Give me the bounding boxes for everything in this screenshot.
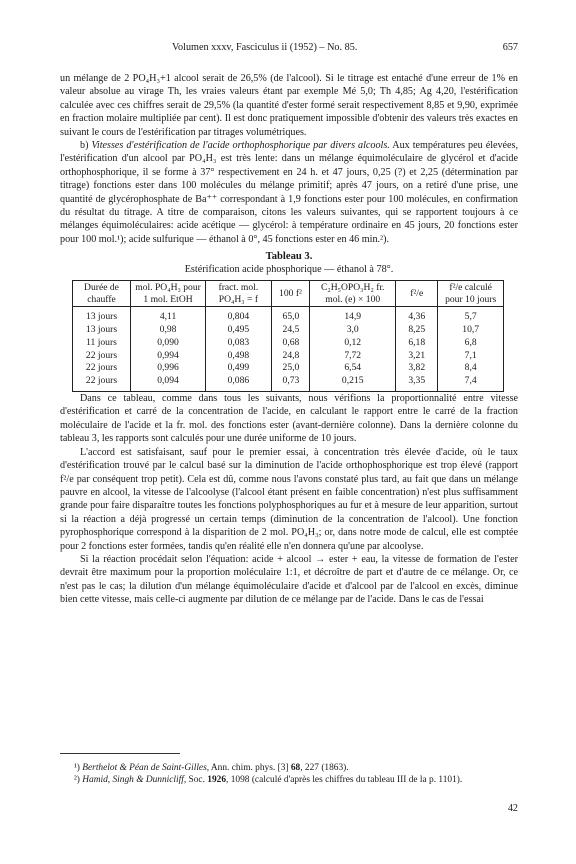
cell-mol-acid: 0,090 xyxy=(130,337,205,350)
cell-f2e-10days: 10,7 xyxy=(438,324,504,337)
col-header-f2e-10days: f²/e calculé pour 10 jours xyxy=(438,281,504,307)
cell-fract-mol: 0,495 xyxy=(206,324,272,337)
cell-ester: 7,72 xyxy=(310,350,396,363)
page-number: 657 xyxy=(502,42,518,53)
cell-f2e: 6,18 xyxy=(396,337,438,350)
footnote-citation: Soc. xyxy=(186,775,208,786)
cell-f2e: 3,21 xyxy=(396,350,438,363)
cell-100f2: 24,5 xyxy=(271,324,310,337)
footnote-authors: Hamid, Singh & Dunnicliff, xyxy=(82,775,187,786)
table-title: Tableau 3. xyxy=(265,251,313,263)
cell-mol-acid: 4,11 xyxy=(130,307,205,324)
table-subtitle: Estérification acide phosphorique — éthanol à 78°. xyxy=(184,264,394,276)
article-body xyxy=(60,72,518,607)
paragraph-2 xyxy=(60,139,518,246)
table-row xyxy=(73,307,504,324)
footnotes xyxy=(60,762,518,787)
footnote-year: 1926 xyxy=(207,775,227,786)
cell-100f2: 24,8 xyxy=(271,350,310,363)
cell-f2e-10days: 6,8 xyxy=(438,337,504,350)
cell-duration: 11 jours xyxy=(73,337,131,350)
cell-100f2: 0,68 xyxy=(271,337,310,350)
cell-mol-acid: 0,994 xyxy=(130,350,205,363)
cell-100f2: 0,73 xyxy=(271,375,310,391)
cell-f2e-10days: 7,1 xyxy=(438,350,504,363)
cell-fract-mol: 0,086 xyxy=(206,375,272,391)
cell-ester: 14,9 xyxy=(310,307,396,324)
table-header-row xyxy=(73,281,504,307)
paragraph-4: L'accord est satisfaisant, sauf pour le premier essai, à concentration très élevée d'acide, où le taux d'estérification trouvé par le calcul basé sur la diminution de l'acide orthophosphorique est trop élevé (rapport f²/e par conséquent trop petit). Cela est dû, comme nous l'avons constaté plus tard, au fait que dans un mélange pauvre en alcool, la vitesse de l'alcoolyse (l'alcool étant présent en faible concentration) n'est plus suffisamment grande pour faire disparaître toutes les fonctions polyphosphoriques au fur et à mesure de leur apparition, surtout si la réaction a déjà progressé un certain temps (diminution de la concentration de l'alcool). Une fonction pyrophosphorique correspond à la disparition de 2 mol. PO₄H₃; or, dans notre mode de calcul, elle est comptée pour 2 fonctions ester formées, tandis qu'en réalité elle n'en donnera qu'une par alcoolyse. xyxy=(60,446,518,552)
col-header-100f2: 100 f² xyxy=(271,281,310,307)
cell-f2e-10days: 5,7 xyxy=(438,307,504,324)
cell-f2e: 4,36 xyxy=(396,307,438,324)
table-row xyxy=(73,350,504,363)
section-label: b) xyxy=(80,140,92,152)
running-title: Volumen xxxv, Fasciculus ii (1952) – No. 85. xyxy=(172,42,358,53)
cell-duration: 13 jours xyxy=(73,324,131,337)
footnote-divider xyxy=(60,753,180,754)
cell-fract-mol: 0,083 xyxy=(206,337,272,350)
cell-duration: 22 jours xyxy=(73,350,131,363)
col-header-mol-acid: mol. PO₄H₃ pour 1 mol. EtOH xyxy=(130,281,205,307)
footnote-mark: ¹) xyxy=(74,763,83,773)
cell-fract-mol: 0,498 xyxy=(206,350,272,363)
section-heading: Vitesses d'estérification de l'acide orthophosphorique par divers alcools. xyxy=(91,140,390,152)
cell-mol-acid: 0,98 xyxy=(130,324,205,337)
cell-mol-acid: 0,996 xyxy=(130,362,205,375)
footnote-authors: Berthelot & Péan de Saint-Gilles, xyxy=(82,763,210,773)
cell-f2e: 3,35 xyxy=(396,375,438,391)
cell-fract-mol: 0,804 xyxy=(206,307,272,324)
table-row xyxy=(73,337,504,350)
col-header-ester: C₂H₅OPO₃H₂ fr. mol. (e) × 100 xyxy=(310,281,396,307)
footnote-pages: , 227 (1863). xyxy=(300,763,349,773)
cell-f2e: 3,82 xyxy=(396,362,438,375)
paragraph-3: Dans ce tableau, comme dans tous les suivants, nous vérifions la proportionnalité entre vitesse d'estérification et carré de la concentration de l'acide, en calculant le rapport entre le carré de la fraction moléculaire de l'acide et la fr. mol. des fonctions ester (avant-dernière colonne). Dans la dernière colonne du tableau 3, les rapports sont calculés pour une durée uniforme de 10 jours. xyxy=(60,393,518,445)
table-row xyxy=(73,324,504,337)
cell-ester: 6,54 xyxy=(310,362,396,375)
cell-duration: 22 jours xyxy=(73,362,131,375)
cell-f2e-10days: 8,4 xyxy=(438,362,504,375)
cell-f2e: 8,25 xyxy=(396,324,438,337)
footnote-citation: Ann. chim. phys. [3] xyxy=(209,763,291,773)
col-header-fract-mol: fract. mol. PO₄H₃ = f xyxy=(206,281,272,307)
table-row xyxy=(73,362,504,375)
paragraph-1: un mélange de 2 PO₄H₃+1 alcool serait de 26,5% (de l'alcool). Si le titrage est entaché d'une erreur de 1% en valeur absolue au virage Th, les vraies valeurs étant par exemple Mé 5,0; Th 4,85; Ag 4,20, l'estérification calculée avec ces chiffres serait de 29,5% (la quantité d'ester formé serait respectivement 8,85 et 9,90, exprimée en fraction molaire multipliée par cent). Il est donc pratiquement impossible d'obtenir des valeurs très exactes en suivant le cours de l'estérification par titrages volumétriques. xyxy=(60,73,518,138)
cell-100f2: 25,0 xyxy=(271,362,310,375)
signature-mark: 42 xyxy=(507,803,518,814)
cell-duration: 13 jours xyxy=(73,307,131,324)
data-table xyxy=(72,280,504,392)
cell-mol-acid: 0,094 xyxy=(130,375,205,391)
col-header-f2e: f²/e xyxy=(396,281,438,307)
cell-100f2: 65,0 xyxy=(271,307,310,324)
col-header-duration: Durée de chauffe xyxy=(73,281,131,307)
table-row xyxy=(73,375,504,391)
cell-fract-mol: 0,499 xyxy=(206,362,272,375)
cell-f2e-10days: 7,4 xyxy=(438,375,504,391)
footnote-volume: 68 xyxy=(290,763,301,773)
cell-duration: 22 jours xyxy=(73,375,131,391)
footnote-mark: ²) xyxy=(74,775,83,786)
paragraph-2-text: Aux températures peu élevées, l'estérification d'un alcool par PO₄H₃ est très lente: dans un mélange équimoléculaire de glycérol et d'acide orthophosphorique, il se forme à 37° respectivement en 24 h. et 47 jours, 0,25 (?) et 2,25 (détermination par titrage) fonctions ester dans 100 molécules du mélange primitif; après 47 jours, on a retiré d'une prise, une quantité de glycérophosphate de Ba⁺⁺ correspondant à 1,9 fonctions ester pour 100 molécules, en confirmation du résultat du titrage. A titre de comparaison, citons les valeurs suivantes, qui se rapportent toujours à ce mélanges équimoléculaires: acide acétique — glycérol: à température ordinaire en 45 jours, 20 fonctions ester pour 100 mol.¹); acide sulfurique — éthanol à 0°, 45 fonctions ester en 46 min.²). xyxy=(60,140,519,245)
footnote-pages: , 1098 (calculé d'après les chiffres du tableau III de la p. 1101). xyxy=(226,775,463,786)
footnote-1 xyxy=(60,762,518,774)
cell-ester: 0,215 xyxy=(310,375,396,391)
paragraph-5: Si la réaction procédait selon l'équation: acide + alcool → ester + eau, la vitesse de formation de l'ester devrait être maximum pour la proportion moléculaire 1:1, et décroître de part et d'autre de ce mélange. Or, ce n'est pas le cas; la dilution d'un mélange équimoléculaire d'acide et d'alcool par de l'alcool en excès, diminue bien cette vitesse, mais celle-ci augmente par dilution de ce mélange par de l'acide. Dans le cas de l'essai xyxy=(60,553,518,606)
cell-ester: 0,12 xyxy=(310,337,396,350)
cell-ester: 3,0 xyxy=(310,324,396,337)
footnote-2 xyxy=(60,774,518,786)
